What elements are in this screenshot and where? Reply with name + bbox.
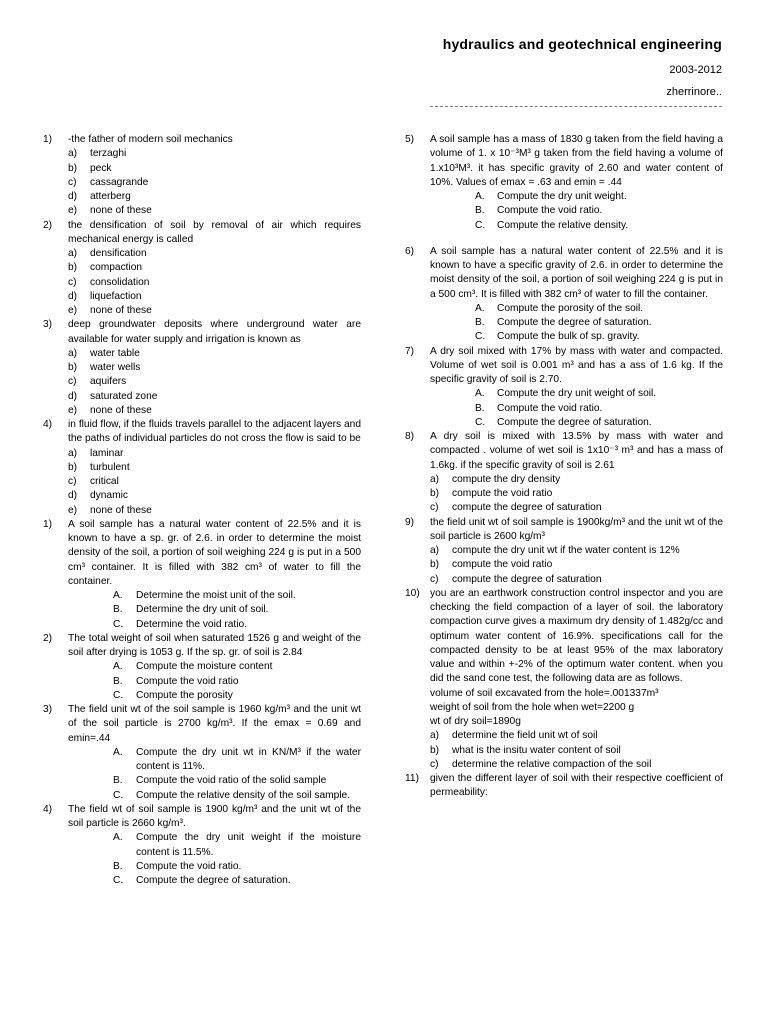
sub-question-label: B. (475, 317, 485, 328)
sub-question-text: Compute the degree of saturation. (497, 317, 652, 328)
sub-question-label: A. (113, 590, 123, 601)
option-text: liquefaction (90, 290, 142, 302)
option-label: d) (68, 191, 78, 202)
sub-question-text: Compute the relative density of the soil sample. (136, 789, 351, 801)
sub-question (43, 774, 361, 788)
question-number: 3) (43, 704, 53, 715)
document-header (443, 36, 722, 98)
sub-question-text: Determine the void ratio. (136, 618, 247, 630)
sub-question (405, 402, 723, 416)
option-item (405, 501, 723, 515)
question-text: the densification of soil by removal of air which requires mechanical energy is called (68, 219, 361, 245)
sub-question-text: Compute the bulk of sp. gravity. (497, 331, 640, 343)
sub-question-text: Compute the void ratio. (136, 860, 242, 872)
option-text: atterberg (90, 191, 131, 202)
option-item (405, 558, 723, 572)
question-number: 8) (405, 431, 415, 442)
sub-question (405, 316, 723, 330)
option-label: c) (68, 176, 77, 188)
sub-question-text: Compute the dry unit weight of soil. (497, 388, 657, 400)
sub-question (43, 874, 361, 888)
option-text: compute the dry unit wt if the water content is 12% (452, 545, 680, 556)
option-text: saturated zone (90, 390, 158, 402)
option-item (43, 190, 361, 204)
option-item (43, 176, 361, 190)
option-text: none of these (90, 305, 152, 316)
header-divider (430, 106, 722, 107)
left-column (43, 133, 361, 888)
sub-question-label: A. (475, 388, 485, 400)
sub-question-label: A. (475, 191, 485, 202)
question-number: 7) (405, 345, 415, 357)
sub-question (405, 190, 723, 204)
question-item (43, 418, 361, 447)
option-text: compute the dry density (452, 473, 561, 485)
option-text: compaction (90, 262, 143, 274)
option-label: d) (68, 490, 78, 502)
question-text: -the father of modern soil mechanics (68, 134, 233, 145)
option-text: compute the void ratio (452, 559, 553, 571)
sub-question-label: C. (475, 416, 486, 428)
option-item (43, 147, 361, 161)
option-item (43, 404, 361, 418)
option-item (405, 487, 723, 501)
option-text: compute the void ratio (452, 488, 553, 499)
sub-question-text: Compute the porosity of the soil. (497, 302, 644, 314)
sub-question (405, 387, 723, 401)
option-item (43, 247, 361, 261)
sub-question-text: Determine the moist unit of the soil. (136, 590, 296, 601)
question-number: 6) (405, 245, 415, 257)
option-label: e) (68, 305, 78, 316)
option-item (405, 573, 723, 587)
question-item (405, 772, 723, 801)
option-item (43, 361, 361, 375)
question-number: 5) (405, 134, 415, 145)
question-item (43, 703, 361, 746)
sub-question-text: Compute the degree of saturation. (497, 416, 652, 428)
sub-question-text: Compute the void ratio. (497, 402, 603, 414)
option-text: compute the degree of saturation (452, 502, 602, 514)
question-item (405, 133, 723, 190)
sub-question-text: Compute the void ratio. (497, 205, 603, 217)
question-text: The total weight of soil when saturated 1526 g and weight of the soil after drying is 1053 g. If the sp. gr. of soil is 2.84 (68, 632, 361, 658)
option-text: none of these (90, 504, 152, 516)
question-item (43, 133, 361, 147)
option-label: a) (68, 447, 78, 459)
option-item (43, 204, 361, 218)
option-text: dynamic (90, 490, 128, 502)
option-item (43, 390, 361, 404)
option-label: a) (68, 148, 78, 160)
question-number: 9) (405, 516, 415, 528)
sub-question (43, 789, 361, 803)
question-text: The field wt of soil sample is 1900 kg/m³ and the unit wt of the soil particle is 2660 kg/m³. (68, 803, 361, 829)
question-number: 1) (43, 134, 53, 145)
sub-question-label: C. (113, 789, 124, 801)
question-number: 3) (43, 319, 53, 331)
option-item (43, 347, 361, 361)
option-text: terzaghi (90, 148, 127, 160)
spacer (405, 233, 723, 245)
sub-question-label: B. (113, 675, 123, 687)
question-text: A dry soil mixed with 17% by mass with water and compacted. Volume of wet soil is 0.001 m³ and has a ass of 1.6 kg. If the specific gravity of soil is 2.70. (430, 345, 723, 385)
option-item (43, 290, 361, 304)
sub-question-label: A. (113, 832, 123, 844)
sub-question-text: Compute the degree of saturation. (136, 875, 291, 886)
option-label: c) (430, 502, 439, 514)
document-author: zherrinore.. (666, 86, 722, 98)
sub-question (405, 219, 723, 233)
given-data-line: weight of soil from the hole when wet=2200 g (430, 701, 635, 713)
option-label: d) (68, 390, 78, 402)
question-item (43, 803, 361, 832)
question-text: A soil sample has a natural water content of 22.5% and it is known to have a specific gravity of 2.6. in order to determine the moist density of the soil, a portion of soil weighing 224 g is put in a 500 cm³. It is filled with 382 cm³ of water to fill the container. (430, 245, 723, 300)
option-item (43, 162, 361, 176)
question-item (405, 345, 723, 388)
option-item (405, 544, 723, 558)
option-item (43, 504, 361, 518)
sub-question (43, 831, 361, 860)
option-label: c) (68, 276, 77, 288)
option-item (405, 473, 723, 487)
option-text: laminar (90, 447, 124, 459)
option-item (43, 261, 361, 275)
question-item (405, 430, 723, 473)
question-item (43, 518, 361, 589)
sub-question (43, 589, 361, 603)
question-item (43, 219, 361, 248)
sub-question-label: B. (113, 604, 123, 616)
sub-question-text: Compute the dry unit weight. (497, 191, 627, 202)
question-number: 4) (43, 803, 53, 815)
sub-question-label: B. (113, 860, 123, 872)
sub-question-text: Compute the moisture content (136, 661, 273, 673)
option-text: what is the insitu water content of soil (452, 744, 621, 756)
option-text: water wells (90, 362, 141, 373)
sub-question-label: C. (475, 219, 486, 231)
option-item (43, 276, 361, 290)
option-label: d) (68, 290, 78, 302)
question-text: A soil sample has a mass of 1830 g taken from the field having a volume of 1. x 10⁻³M³ g taken from the field having a volume of 1.x10³M³. it has specific gravity of 2.60 and water content of 10%. Values of emax = .63 and emin = .44 (430, 134, 723, 188)
option-label: c) (430, 758, 439, 770)
sub-question-label: B. (475, 402, 485, 414)
option-item (43, 304, 361, 318)
option-text: none of these (90, 205, 152, 217)
option-label: a) (68, 248, 78, 259)
option-text: critical (90, 476, 119, 487)
sub-question (43, 660, 361, 674)
sub-question-label: A. (113, 746, 123, 758)
question-text: you are an earthwork construction control inspector and you are checking the field compaction of a layer of soil. the laboratory compaction curve gives a maximum dry density of 1.482g/cc and optimum water content of 16.9%. specifications call for the compacted density to be at least 95% of the max laboratory value and within +-2% of the optimum water content. when you did the sand cone test, the following data are as follows. (430, 587, 723, 685)
given-data-line: wt of dry soil=1890g (430, 716, 521, 727)
option-label: b) (430, 559, 440, 571)
option-text: determine the relative compaction of the soil (452, 758, 652, 770)
option-text: cassagrande (90, 176, 149, 188)
option-label: e) (68, 504, 78, 516)
option-text: peck (90, 162, 112, 174)
sub-question (405, 330, 723, 344)
sub-question (43, 603, 361, 617)
sub-question-label: A. (113, 661, 123, 673)
question-item (405, 587, 723, 687)
sub-question-text: Compute the porosity (136, 689, 233, 701)
option-text: aquifers (90, 376, 127, 388)
option-label: b) (68, 362, 78, 373)
option-label: b) (68, 162, 78, 174)
document-title: hydraulics and geotechnical engineering (442, 36, 722, 52)
option-label: c) (430, 573, 439, 585)
question-text: deep groundwater deposits where underground water are available for water supply and irrigation is known as (68, 319, 361, 345)
question-text: the field unit wt of soil sample is 1900kg/m³ and the unit wt of the soil particle is 2600 kg/m³ (430, 516, 723, 542)
sub-question-text: Compute the dry unit weight if the moisture content is 11.5%. (136, 832, 361, 858)
sub-question (43, 860, 361, 874)
option-text: densification (90, 248, 147, 259)
sub-question-text: Compute the dry unit wt in KN/M³ if the water content is 11%. (136, 746, 361, 772)
option-label: a) (68, 347, 78, 359)
option-text: water table (90, 347, 140, 359)
sub-question (405, 204, 723, 218)
sub-question-text: Compute the void ratio of the solid sample (136, 775, 327, 787)
option-item (43, 475, 361, 489)
option-text: none of these (90, 404, 152, 416)
sub-question-label: A. (475, 302, 485, 314)
sub-question-label: B. (475, 205, 485, 217)
question-number: 2) (43, 219, 53, 231)
option-label: e) (68, 404, 78, 416)
option-text: consolidation (90, 276, 150, 288)
given-data-line: volume of soil excavated from the hole=.001337m³ (430, 687, 659, 699)
sub-question (405, 416, 723, 430)
sub-question (43, 746, 361, 775)
option-label: e) (68, 205, 78, 217)
sub-question (405, 302, 723, 316)
sub-question (43, 675, 361, 689)
option-item (405, 758, 723, 772)
option-item (405, 729, 723, 743)
sub-question-label: B. (113, 775, 123, 787)
option-label: b) (68, 262, 78, 274)
question-number: 10) (405, 587, 420, 599)
question-number: 11) (405, 773, 419, 784)
option-item (43, 489, 361, 503)
question-item (405, 245, 723, 302)
option-label: a) (430, 730, 440, 742)
option-label: b) (430, 488, 440, 499)
sub-question-text: Compute the relative density. (497, 219, 629, 231)
option-label: c) (68, 476, 77, 487)
question-number: 1) (43, 518, 53, 530)
option-item (43, 461, 361, 475)
option-label: a) (430, 473, 440, 485)
question-text: A soil sample has a natural water content of 22.5% and it is known to have a sp. gr. of 2.6. in order to determine the moist density of the soil, a portion of soil weighing 224 g is put in a 500 cm³ container. It is filled with 382 cm³ of water to fill the container. (68, 518, 361, 587)
option-label: a) (430, 545, 440, 556)
document-years: 2003-2012 (669, 64, 722, 76)
sub-question-label: C. (113, 618, 124, 630)
question-text: in fluid flow, if the fluids travels parallel to the adjacent layers and the paths of individual particles do not cross the flow is said to be (68, 419, 361, 445)
question-number: 4) (43, 419, 53, 430)
question-text: A dry soil is mixed with 13.5% by mass with water and compacted . volume of wet soil is 1x10⁻³ m³ and has a mass of 1.6kg. if the specific gravity of soil is 2.61 (430, 431, 723, 471)
sub-question (43, 618, 361, 632)
sub-question-text: Compute the void ratio (136, 675, 239, 687)
option-label: b) (430, 744, 440, 756)
sub-question-label: C. (113, 689, 124, 701)
option-text: determine the field unit wt of soil (452, 730, 598, 742)
right-column (405, 133, 723, 801)
option-item (405, 744, 723, 758)
option-text: turbulent (90, 461, 130, 473)
question-text: The field unit wt of the soil sample is 1960 kg/m³ and the unit wt of the soil particle is 2700 kg/m³. If the emax = 0.69 and emin=.44 (68, 704, 361, 744)
sub-question-label: C. (475, 331, 486, 343)
option-item (43, 375, 361, 389)
question-item (43, 632, 361, 661)
sub-question-text: Determine the dry unit of soil. (136, 604, 269, 616)
sub-question (43, 689, 361, 703)
sub-question-label: C. (113, 875, 124, 886)
option-text: compute the degree of saturation (452, 573, 602, 585)
option-label: c) (68, 376, 77, 388)
option-item (43, 447, 361, 461)
question-item (43, 318, 361, 347)
option-label: b) (68, 461, 78, 473)
question-item (405, 516, 723, 545)
question-text: given the different layer of soil with their respective coefficient of permeability: (430, 773, 723, 799)
question-number: 2) (43, 632, 53, 644)
